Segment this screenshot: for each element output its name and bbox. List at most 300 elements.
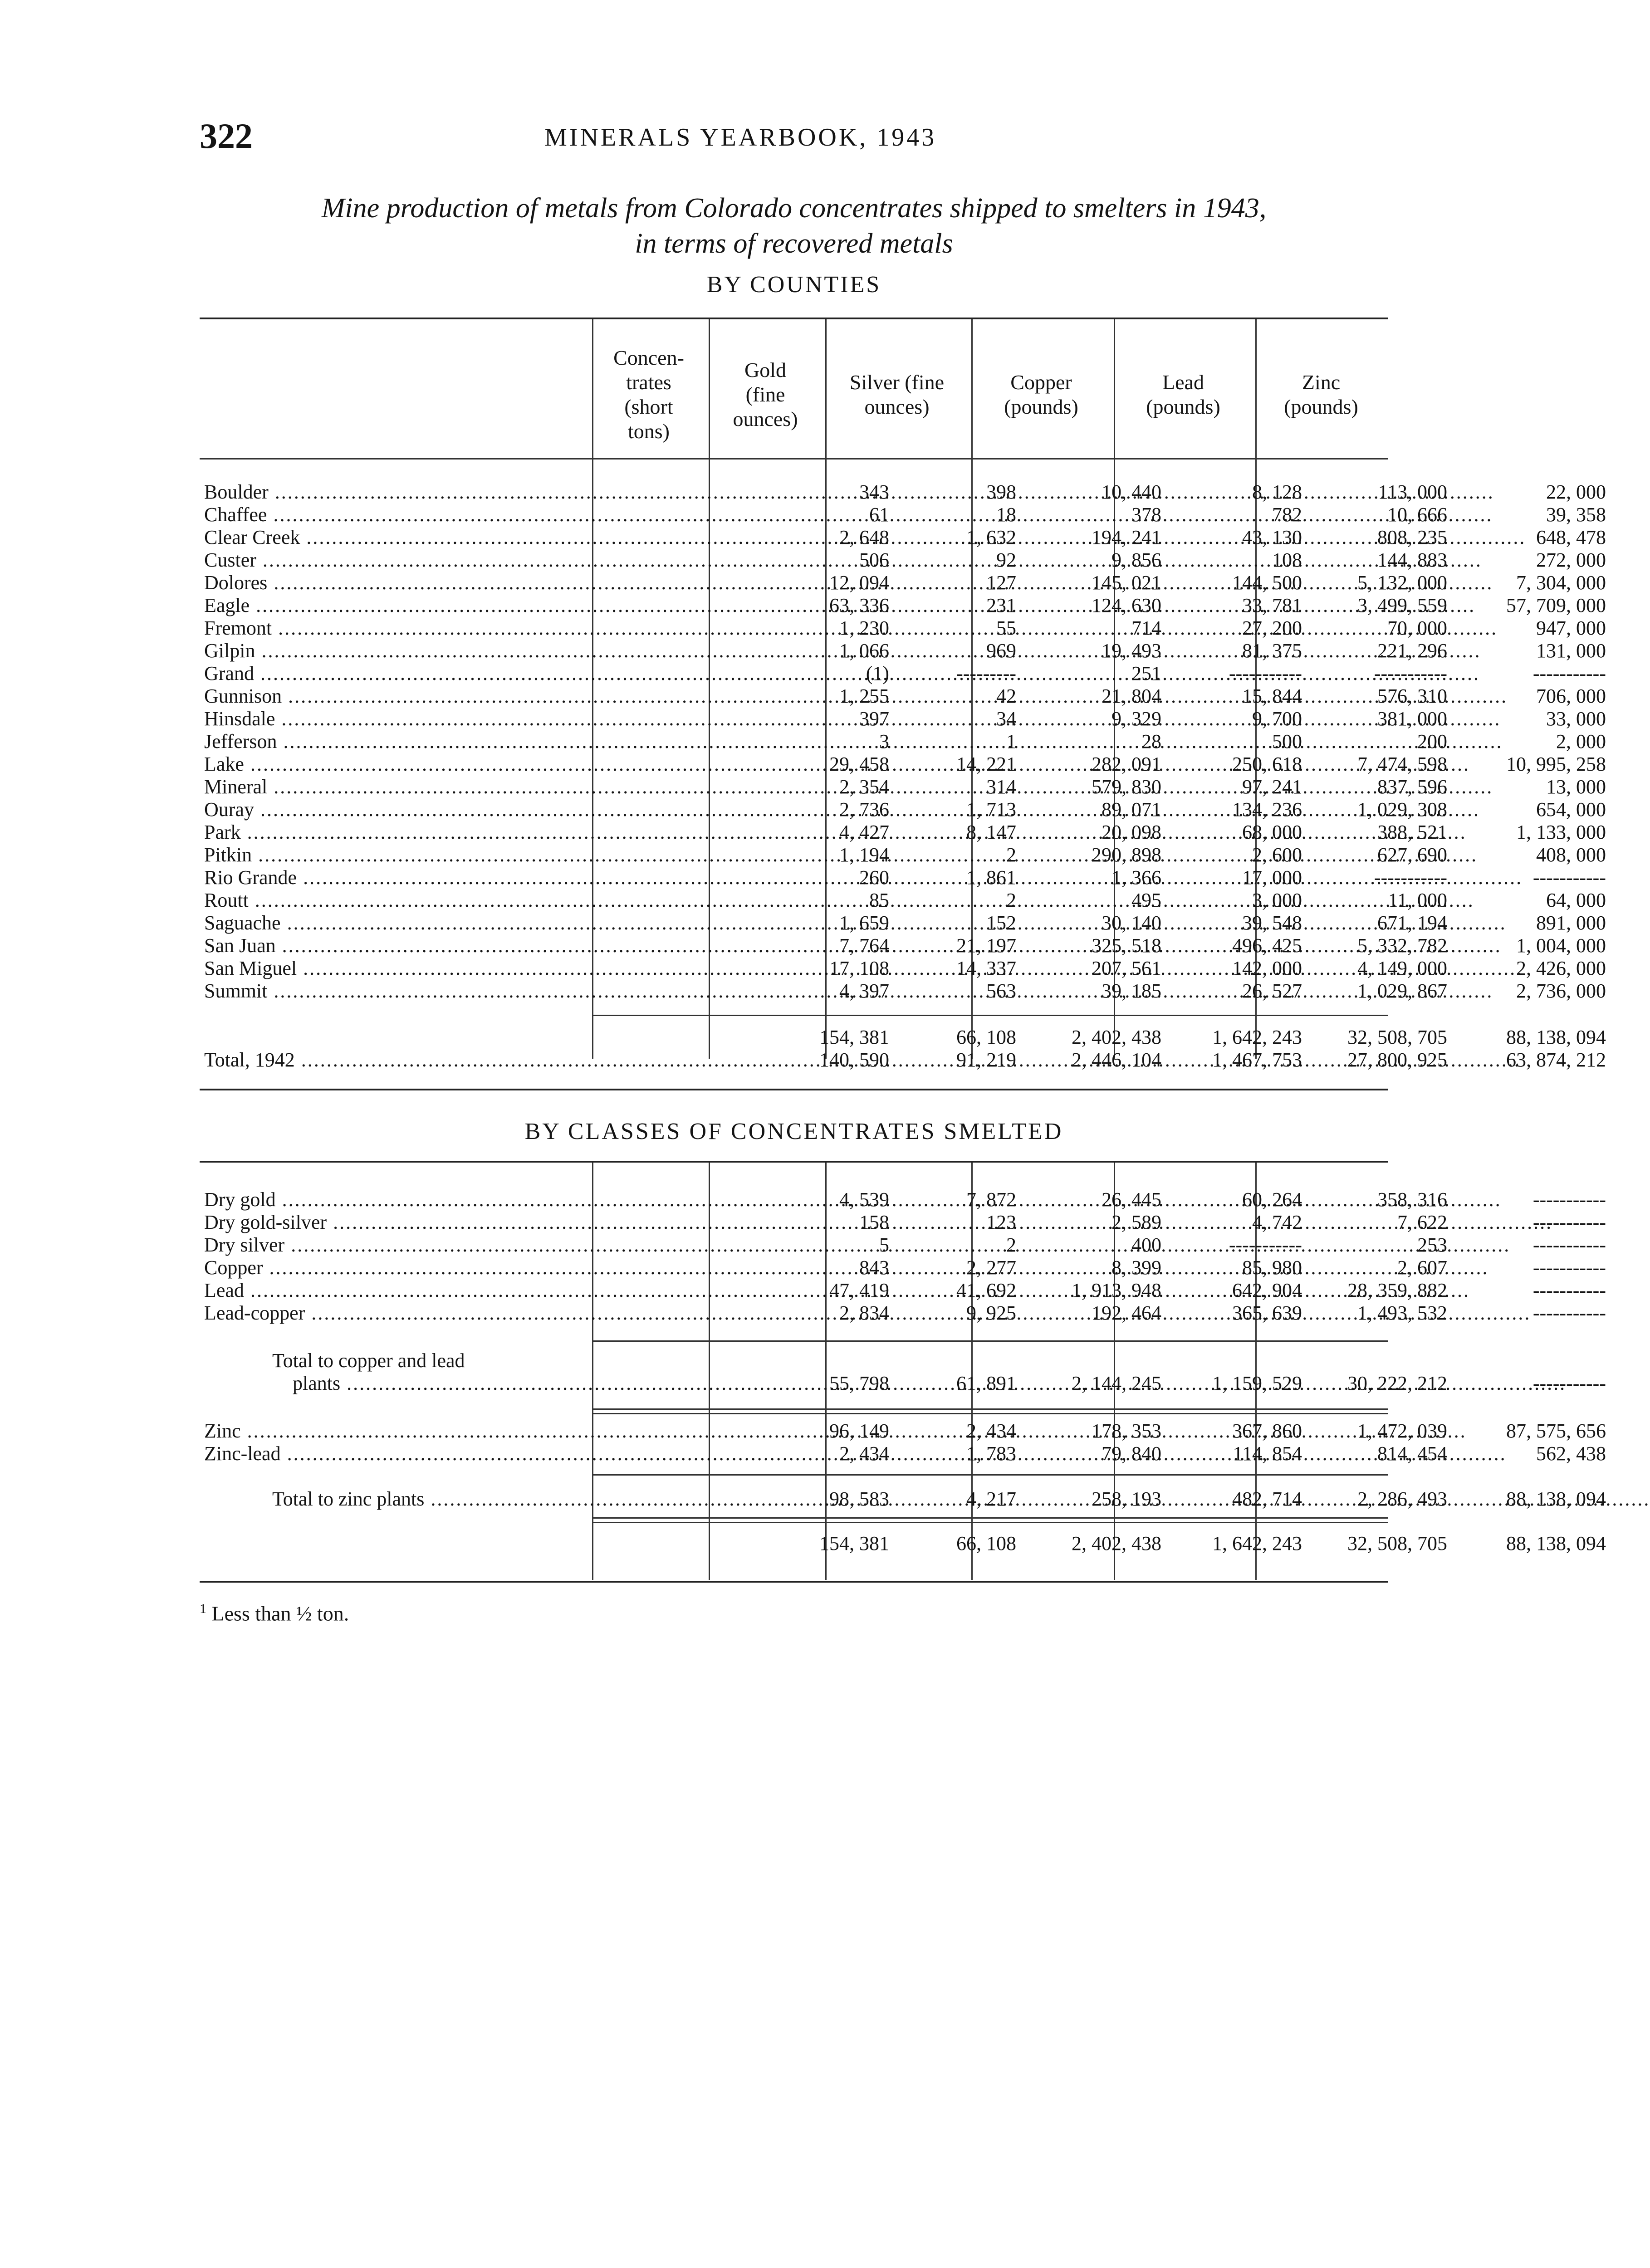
cell-concentrates: 29, 458	[829, 753, 889, 775]
county-row	[200, 776, 1606, 798]
cell-zinc: 88, 138, 094	[1506, 1026, 1606, 1048]
row-label: Zinc-lead .....	[204, 1442, 771, 1465]
row-label: Lake .....	[204, 753, 771, 776]
page-header	[200, 116, 1388, 156]
cell-concentrates: 3	[879, 730, 889, 753]
row-label: San Juan .....	[204, 934, 771, 957]
cell-zinc: 88, 138, 094	[1506, 1532, 1606, 1554]
cell-lead: 814, 454	[1377, 1442, 1447, 1465]
county-row	[200, 980, 1606, 1002]
cell-lead: 28, 359, 882	[1347, 1279, 1447, 1301]
cell-lead: 30, 222, 212	[1347, 1372, 1447, 1394]
cell-gold: 563	[986, 980, 1016, 1002]
cell-gold: 66, 108	[956, 1026, 1016, 1048]
total-zinc-row	[200, 1488, 1606, 1510]
cell-zinc: -----------	[1532, 1279, 1606, 1301]
subtotal-rule	[592, 1340, 1388, 1342]
cell-concentrates: 98, 583	[829, 1488, 889, 1510]
row-label: Saguache .....	[204, 912, 771, 934]
row-label: Custer .....	[204, 549, 771, 572]
grand-total-row	[200, 1532, 1606, 1555]
row-label: Eagle .....	[204, 594, 771, 617]
cell-concentrates: 260	[859, 866, 889, 889]
row-label: Dry gold .....	[204, 1188, 771, 1211]
table-title	[200, 191, 1388, 261]
cell-concentrates: 1, 659	[839, 912, 889, 934]
cell-gold: 61, 891	[956, 1372, 1016, 1394]
cell-copper: 85, 980	[1242, 1256, 1302, 1279]
column-header-gold	[709, 336, 822, 454]
table-bottom-rule	[200, 1581, 1388, 1583]
column-header-copper	[971, 336, 1111, 454]
cell-silver: 194, 241	[1092, 526, 1161, 548]
cell-concentrates: 158	[859, 1211, 889, 1233]
cell-silver: 258, 193	[1092, 1488, 1161, 1510]
footnote	[200, 1601, 349, 1625]
cell-zinc: 131, 000	[1536, 640, 1606, 662]
cell-gold: 21, 197	[956, 934, 1016, 957]
cell-zinc: -----------	[1532, 662, 1606, 684]
row-label: Dry silver .....	[204, 1234, 771, 1256]
column-header-concentrates	[592, 336, 705, 454]
cell-copper: 482, 714	[1232, 1488, 1302, 1510]
cell-lead: 253	[1417, 1234, 1447, 1256]
row-label: Gunnison .....	[204, 685, 771, 708]
row-label: San Miguel .....	[204, 957, 771, 980]
row-label: Dry gold-silver .....	[204, 1211, 771, 1234]
column-header-line: Zinc	[1302, 371, 1341, 394]
row-label: Pitkin .....	[204, 844, 771, 866]
column-header-lead	[1114, 336, 1253, 454]
county-row	[200, 889, 1606, 912]
cell-gold: 1, 783	[966, 1442, 1016, 1465]
cell-gold: 152	[986, 912, 1016, 934]
cell-silver: 2, 402, 438	[1072, 1026, 1161, 1048]
class-row	[200, 1442, 1606, 1465]
county-row	[200, 957, 1606, 980]
cell-silver: 579, 830	[1092, 776, 1161, 798]
cell-copper: 144, 500	[1232, 572, 1302, 594]
cell-concentrates: 1, 066	[839, 640, 889, 662]
cell-concentrates: 2, 736	[839, 798, 889, 821]
total-1942-row	[200, 1049, 1606, 1071]
cell-concentrates: 2, 648	[839, 526, 889, 548]
cell-concentrates: 140, 590	[819, 1049, 889, 1071]
cell-gold: 2, 277	[966, 1256, 1016, 1279]
cell-zinc: -----------	[1532, 1302, 1606, 1324]
cell-zinc: 7, 304, 000	[1516, 572, 1606, 594]
subtotal-rule	[592, 1015, 1388, 1016]
total-copper-lead-row	[200, 1349, 1606, 1395]
class-row	[200, 1188, 1606, 1211]
cell-silver: 9, 329	[1111, 708, 1161, 730]
cell-zinc: 39, 358	[1546, 503, 1606, 526]
cell-copper: 2, 600	[1252, 844, 1302, 866]
footnote-marker: 1	[200, 1601, 206, 1616]
cell-silver: 8, 399	[1111, 1256, 1161, 1279]
cell-copper: 1, 642, 243	[1212, 1026, 1302, 1048]
cell-copper: 26, 527	[1242, 980, 1302, 1002]
cell-lead: 381, 000	[1377, 708, 1447, 730]
cell-zinc: 63, 874, 212	[1506, 1049, 1606, 1071]
cell-concentrates: 47, 419	[829, 1279, 889, 1301]
page-number: 322	[200, 116, 253, 156]
footnote-text: Less than ½ ton.	[211, 1602, 349, 1625]
cell-zinc: 1, 133, 000	[1516, 821, 1606, 843]
cell-copper: 81, 375	[1242, 640, 1302, 662]
table-title-line-2: in terms of recovered metals	[635, 228, 953, 259]
row-label: Mineral .....	[204, 776, 771, 798]
cell-lead: 627, 690	[1377, 844, 1447, 866]
cell-gold: 4, 217	[966, 1488, 1016, 1510]
row-label: Jefferson .....	[204, 730, 771, 753]
cell-copper: 8, 128	[1252, 481, 1302, 503]
cell-silver: 378	[1131, 503, 1161, 526]
cell-copper: 9, 700	[1252, 708, 1302, 730]
section-heading-counties: BY COUNTIES	[706, 272, 881, 298]
cell-lead: 144, 883	[1377, 549, 1447, 571]
cell-gold: 1, 861	[966, 866, 1016, 889]
column-header-line: ounces)	[864, 395, 930, 418]
cell-copper: 97, 241	[1242, 776, 1302, 798]
cell-concentrates: 12, 094	[829, 572, 889, 594]
cell-lead: 576, 310	[1377, 685, 1447, 707]
cell-gold: 7, 872	[966, 1188, 1016, 1211]
class-row	[200, 1234, 1606, 1256]
county-row	[200, 594, 1606, 617]
cell-lead: 221, 296	[1377, 640, 1447, 662]
running-title: MINERALS YEARBOOK, 1943	[544, 123, 937, 152]
cell-concentrates: 85	[869, 889, 889, 911]
cell-lead: -----------	[1374, 866, 1447, 889]
cell-gold: 2	[1006, 1234, 1016, 1256]
county-row	[200, 572, 1606, 594]
cell-gold: 14, 337	[956, 957, 1016, 979]
row-label: Zinc .....	[204, 1420, 771, 1442]
cell-silver: 79, 840	[1102, 1442, 1161, 1465]
row-label: Routt .....	[204, 889, 771, 912]
cell-lead: 837, 596	[1377, 776, 1447, 798]
cell-concentrates: (1)	[866, 662, 889, 684]
cell-gold: 55	[996, 617, 1016, 639]
cell-concentrates: 55, 798	[829, 1372, 889, 1394]
cell-silver: 2, 446, 104	[1072, 1049, 1161, 1071]
cell-zinc: 654, 000	[1536, 798, 1606, 821]
cell-gold: 34	[996, 708, 1016, 730]
cell-lead: 2, 607	[1397, 1256, 1447, 1279]
row-label: Total to zinc plants .....	[272, 1488, 771, 1510]
cell-lead: 7, 622	[1397, 1211, 1447, 1233]
column-header-line: Silver (fine	[849, 371, 945, 394]
row-label: Boulder .....	[204, 481, 771, 503]
cell-zinc: 562, 438	[1536, 1442, 1606, 1465]
cell-concentrates: 2, 354	[839, 776, 889, 798]
cell-copper: 367, 860	[1232, 1420, 1302, 1442]
section-rule	[200, 1161, 1388, 1163]
cell-silver: 2, 402, 438	[1072, 1532, 1161, 1554]
cell-zinc: 13, 000	[1546, 776, 1606, 798]
cell-zinc: 2, 736, 000	[1516, 980, 1606, 1002]
cell-silver: 145, 021	[1092, 572, 1161, 594]
cell-silver: 28	[1141, 730, 1161, 753]
cell-gold: 42	[996, 685, 1016, 707]
column-header-line: (pounds)	[1284, 395, 1358, 418]
cell-gold: 969	[986, 640, 1016, 662]
cell-gold: 14, 221	[956, 753, 1016, 775]
cell-concentrates: 843	[859, 1256, 889, 1279]
column-header-line: Lead	[1162, 371, 1204, 394]
row-label: Lead-copper .....	[204, 1302, 771, 1325]
county-row	[200, 866, 1606, 889]
cell-copper: 134, 236	[1232, 798, 1302, 821]
column-header-zinc	[1255, 336, 1387, 454]
county-row	[200, 912, 1606, 934]
cell-copper: 642, 904	[1232, 1279, 1302, 1301]
class-row	[200, 1420, 1606, 1442]
row-label: Total, 1942 .....	[204, 1049, 771, 1071]
row-label: Summit .....	[204, 980, 771, 1002]
cell-zinc: 22, 000	[1546, 481, 1606, 503]
row-label: Clear Creek .....	[204, 526, 771, 549]
cell-copper: 142, 000	[1232, 957, 1302, 979]
column-header-line: trates	[626, 371, 671, 394]
county-row	[200, 934, 1606, 957]
cell-copper: 782	[1272, 503, 1302, 526]
cell-gold: 231	[986, 594, 1016, 616]
cell-lead: 113, 000	[1378, 481, 1447, 503]
cell-copper: 60, 264	[1242, 1188, 1302, 1211]
cell-copper: 43, 130	[1242, 526, 1302, 548]
cell-zinc: 2, 426, 000	[1516, 957, 1606, 979]
cell-silver: 19, 493	[1102, 640, 1161, 662]
cell-gold: 18	[996, 503, 1016, 526]
row-label: Hinsdale .....	[204, 708, 771, 730]
cell-lead: 11, 000	[1388, 889, 1447, 911]
row-label: Ouray .....	[204, 798, 771, 821]
row-label-line-2: plants .....	[293, 1372, 792, 1395]
county-row	[200, 481, 1606, 503]
county-row	[200, 662, 1606, 685]
cell-copper: 4, 742	[1252, 1211, 1302, 1233]
cell-copper: 1, 642, 243	[1212, 1532, 1302, 1554]
cell-silver: 26, 445	[1102, 1188, 1161, 1211]
class-row	[200, 1302, 1606, 1325]
cell-lead: 5, 132, 000	[1357, 572, 1447, 594]
cell-silver: 178, 353	[1092, 1420, 1161, 1442]
cell-copper: -----------	[1229, 1234, 1302, 1256]
table-title-line-1: Mine production of metals from Colorado concentrates shipped to smelters in 1943,	[321, 193, 1267, 224]
cell-zinc: 272, 000	[1536, 549, 1606, 571]
cell-silver: 325, 518	[1092, 934, 1161, 957]
cell-silver: 1, 913, 948	[1072, 1279, 1161, 1301]
cell-zinc: -----------	[1532, 1211, 1606, 1233]
cell-concentrates: 2, 834	[839, 1302, 889, 1324]
cell-concentrates: 397	[859, 708, 889, 730]
row-label: Grand .....	[204, 662, 771, 685]
column-header-line: (pounds)	[1004, 395, 1078, 418]
cell-zinc: -----------	[1532, 1188, 1606, 1211]
cell-copper: 39, 548	[1242, 912, 1302, 934]
county-row	[200, 821, 1606, 844]
row-label: Rio Grande .....	[204, 866, 771, 889]
table-top-rule	[200, 318, 1388, 319]
column-header-line: Concen-	[613, 346, 684, 369]
row-label: Park .....	[204, 821, 771, 844]
cell-concentrates: 63, 336	[829, 594, 889, 616]
cell-zinc: 1, 004, 000	[1516, 934, 1606, 957]
cell-copper: -----------	[1229, 662, 1302, 684]
cell-zinc: 648, 478	[1536, 526, 1606, 548]
county-row	[200, 844, 1606, 866]
cell-gold: 9, 925	[966, 1302, 1016, 1324]
row-label: Chaffee .....	[204, 503, 771, 526]
cell-copper: 17, 000	[1242, 866, 1302, 889]
cell-zinc: -----------	[1532, 1256, 1606, 1279]
cell-zinc: 87, 575, 656	[1506, 1420, 1606, 1442]
double-rule	[592, 1408, 1388, 1410]
cell-silver: 290, 898	[1092, 844, 1161, 866]
section-rule	[200, 1089, 1388, 1090]
cell-gold: 41, 692	[956, 1279, 1016, 1301]
cell-zinc: -----------	[1532, 866, 1606, 889]
county-row	[200, 503, 1606, 526]
cell-gold: 123	[986, 1211, 1016, 1233]
cell-copper: 365, 639	[1232, 1302, 1302, 1324]
cell-gold: 127	[986, 572, 1016, 594]
cell-lead: -----------	[1374, 662, 1447, 684]
cell-concentrates: 96, 149	[829, 1420, 889, 1442]
class-row	[200, 1211, 1606, 1234]
county-row	[200, 708, 1606, 730]
cell-copper: 114, 854	[1233, 1442, 1302, 1465]
cell-lead: 1, 029, 867	[1357, 980, 1447, 1002]
header-bottom-rule	[200, 458, 1388, 459]
cell-copper: 250, 618	[1232, 753, 1302, 775]
cell-concentrates: 7, 764	[839, 934, 889, 957]
cell-lead: 808, 235	[1377, 526, 1447, 548]
cell-concentrates: 4, 427	[839, 821, 889, 843]
cell-concentrates: 17, 108	[829, 957, 889, 979]
cell-lead: 10, 666	[1387, 503, 1447, 526]
cell-lead: 27, 800, 925	[1347, 1049, 1447, 1071]
cell-silver: 89, 071	[1102, 798, 1161, 821]
cell-gold: ---------	[956, 662, 1016, 684]
cell-lead: 1, 493, 532	[1357, 1302, 1447, 1324]
cell-gold: 1	[1006, 730, 1016, 753]
subtotal-rule	[592, 1474, 1388, 1476]
cell-lead: 671, 194	[1377, 912, 1447, 934]
cell-silver: 714	[1131, 617, 1161, 639]
cell-concentrates: 61	[869, 503, 889, 526]
cell-silver: 207, 561	[1092, 957, 1161, 979]
cell-zinc: -----------	[1532, 1234, 1606, 1256]
cell-lead: 1, 472, 039	[1357, 1420, 1447, 1442]
cell-zinc: 33, 000	[1546, 708, 1606, 730]
row-label: Fremont .....	[204, 617, 771, 640]
cell-silver: 124, 630	[1092, 594, 1161, 616]
cell-lead: 70, 000	[1387, 617, 1447, 639]
cell-silver: 495	[1131, 889, 1161, 911]
cell-silver: 9, 856	[1111, 549, 1161, 571]
cell-silver: 251	[1131, 662, 1161, 684]
class-row	[200, 1279, 1606, 1302]
cell-gold: 1, 713	[966, 798, 1016, 821]
cell-copper: 68, 000	[1242, 821, 1302, 843]
cell-copper: 27, 200	[1242, 617, 1302, 639]
column-header-line: ounces)	[733, 407, 798, 430]
county-total-row	[200, 1026, 1606, 1049]
column-header-silver	[825, 336, 969, 454]
column-header-line: Gold	[744, 358, 786, 381]
cell-silver: 30, 140	[1102, 912, 1161, 934]
cell-copper: 33, 781	[1242, 594, 1302, 616]
cell-zinc: 64, 000	[1546, 889, 1606, 911]
cell-lead: 32, 508, 705	[1347, 1532, 1447, 1554]
cell-lead: 200	[1417, 730, 1447, 753]
column-header-line: tons)	[628, 420, 670, 443]
cell-gold: 66, 108	[956, 1532, 1016, 1554]
double-rule	[592, 1413, 1388, 1414]
column-header-line: (pounds)	[1146, 395, 1220, 418]
cell-zinc: -----------	[1532, 1372, 1606, 1394]
cell-lead: 388, 521	[1377, 821, 1447, 843]
cell-silver: 10, 440	[1102, 481, 1161, 503]
cell-concentrates: 5	[879, 1234, 889, 1256]
section-heading-classes: BY CLASSES OF CONCENTRATES SMELTED	[524, 1119, 1063, 1144]
cell-gold: 92	[996, 549, 1016, 571]
row-label: Lead .....	[204, 1279, 771, 1302]
cell-concentrates: 154, 381	[819, 1532, 889, 1554]
cell-gold: 2, 434	[966, 1420, 1016, 1442]
column-header-line: (fine	[745, 383, 785, 406]
county-row	[200, 798, 1606, 821]
cell-concentrates: 506	[859, 549, 889, 571]
county-row	[200, 526, 1606, 549]
cell-copper: 3, 000	[1252, 889, 1302, 911]
cell-concentrates: 1, 255	[839, 685, 889, 707]
class-row	[200, 1256, 1606, 1279]
cell-zinc: 57, 709, 000	[1506, 594, 1606, 616]
cell-gold: 8, 147	[966, 821, 1016, 843]
cell-zinc: 2, 000	[1556, 730, 1606, 753]
cell-gold: 2	[1006, 844, 1016, 866]
cell-copper: 1, 159, 529	[1212, 1372, 1302, 1394]
double-rule	[592, 1522, 1388, 1523]
county-row	[200, 617, 1606, 640]
cell-lead: 4, 149, 000	[1357, 957, 1447, 979]
cell-zinc: 88, 138, 094	[1506, 1488, 1606, 1510]
cell-silver: 400	[1131, 1234, 1161, 1256]
row-label: Gilpin .....	[204, 640, 771, 662]
cell-concentrates: 1, 230	[839, 617, 889, 639]
cell-copper: 108	[1272, 549, 1302, 571]
cell-gold: 1, 632	[966, 526, 1016, 548]
cell-gold: 314	[986, 776, 1016, 798]
cell-silver: 21, 804	[1102, 685, 1161, 707]
column-header-line: Copper	[1010, 371, 1072, 394]
cell-silver: 20, 098	[1102, 821, 1161, 843]
county-row	[200, 685, 1606, 708]
cell-lead: 32, 508, 705	[1347, 1026, 1447, 1048]
cell-gold: 2	[1006, 889, 1016, 911]
cell-silver: 1, 366	[1111, 866, 1161, 889]
cell-zinc: 408, 000	[1536, 844, 1606, 866]
cell-lead: 3, 499, 559	[1357, 594, 1447, 616]
cell-zinc: 947, 000	[1536, 617, 1606, 639]
county-row	[200, 730, 1606, 753]
double-rule	[592, 1517, 1388, 1519]
row-label: Copper .....	[204, 1256, 771, 1279]
